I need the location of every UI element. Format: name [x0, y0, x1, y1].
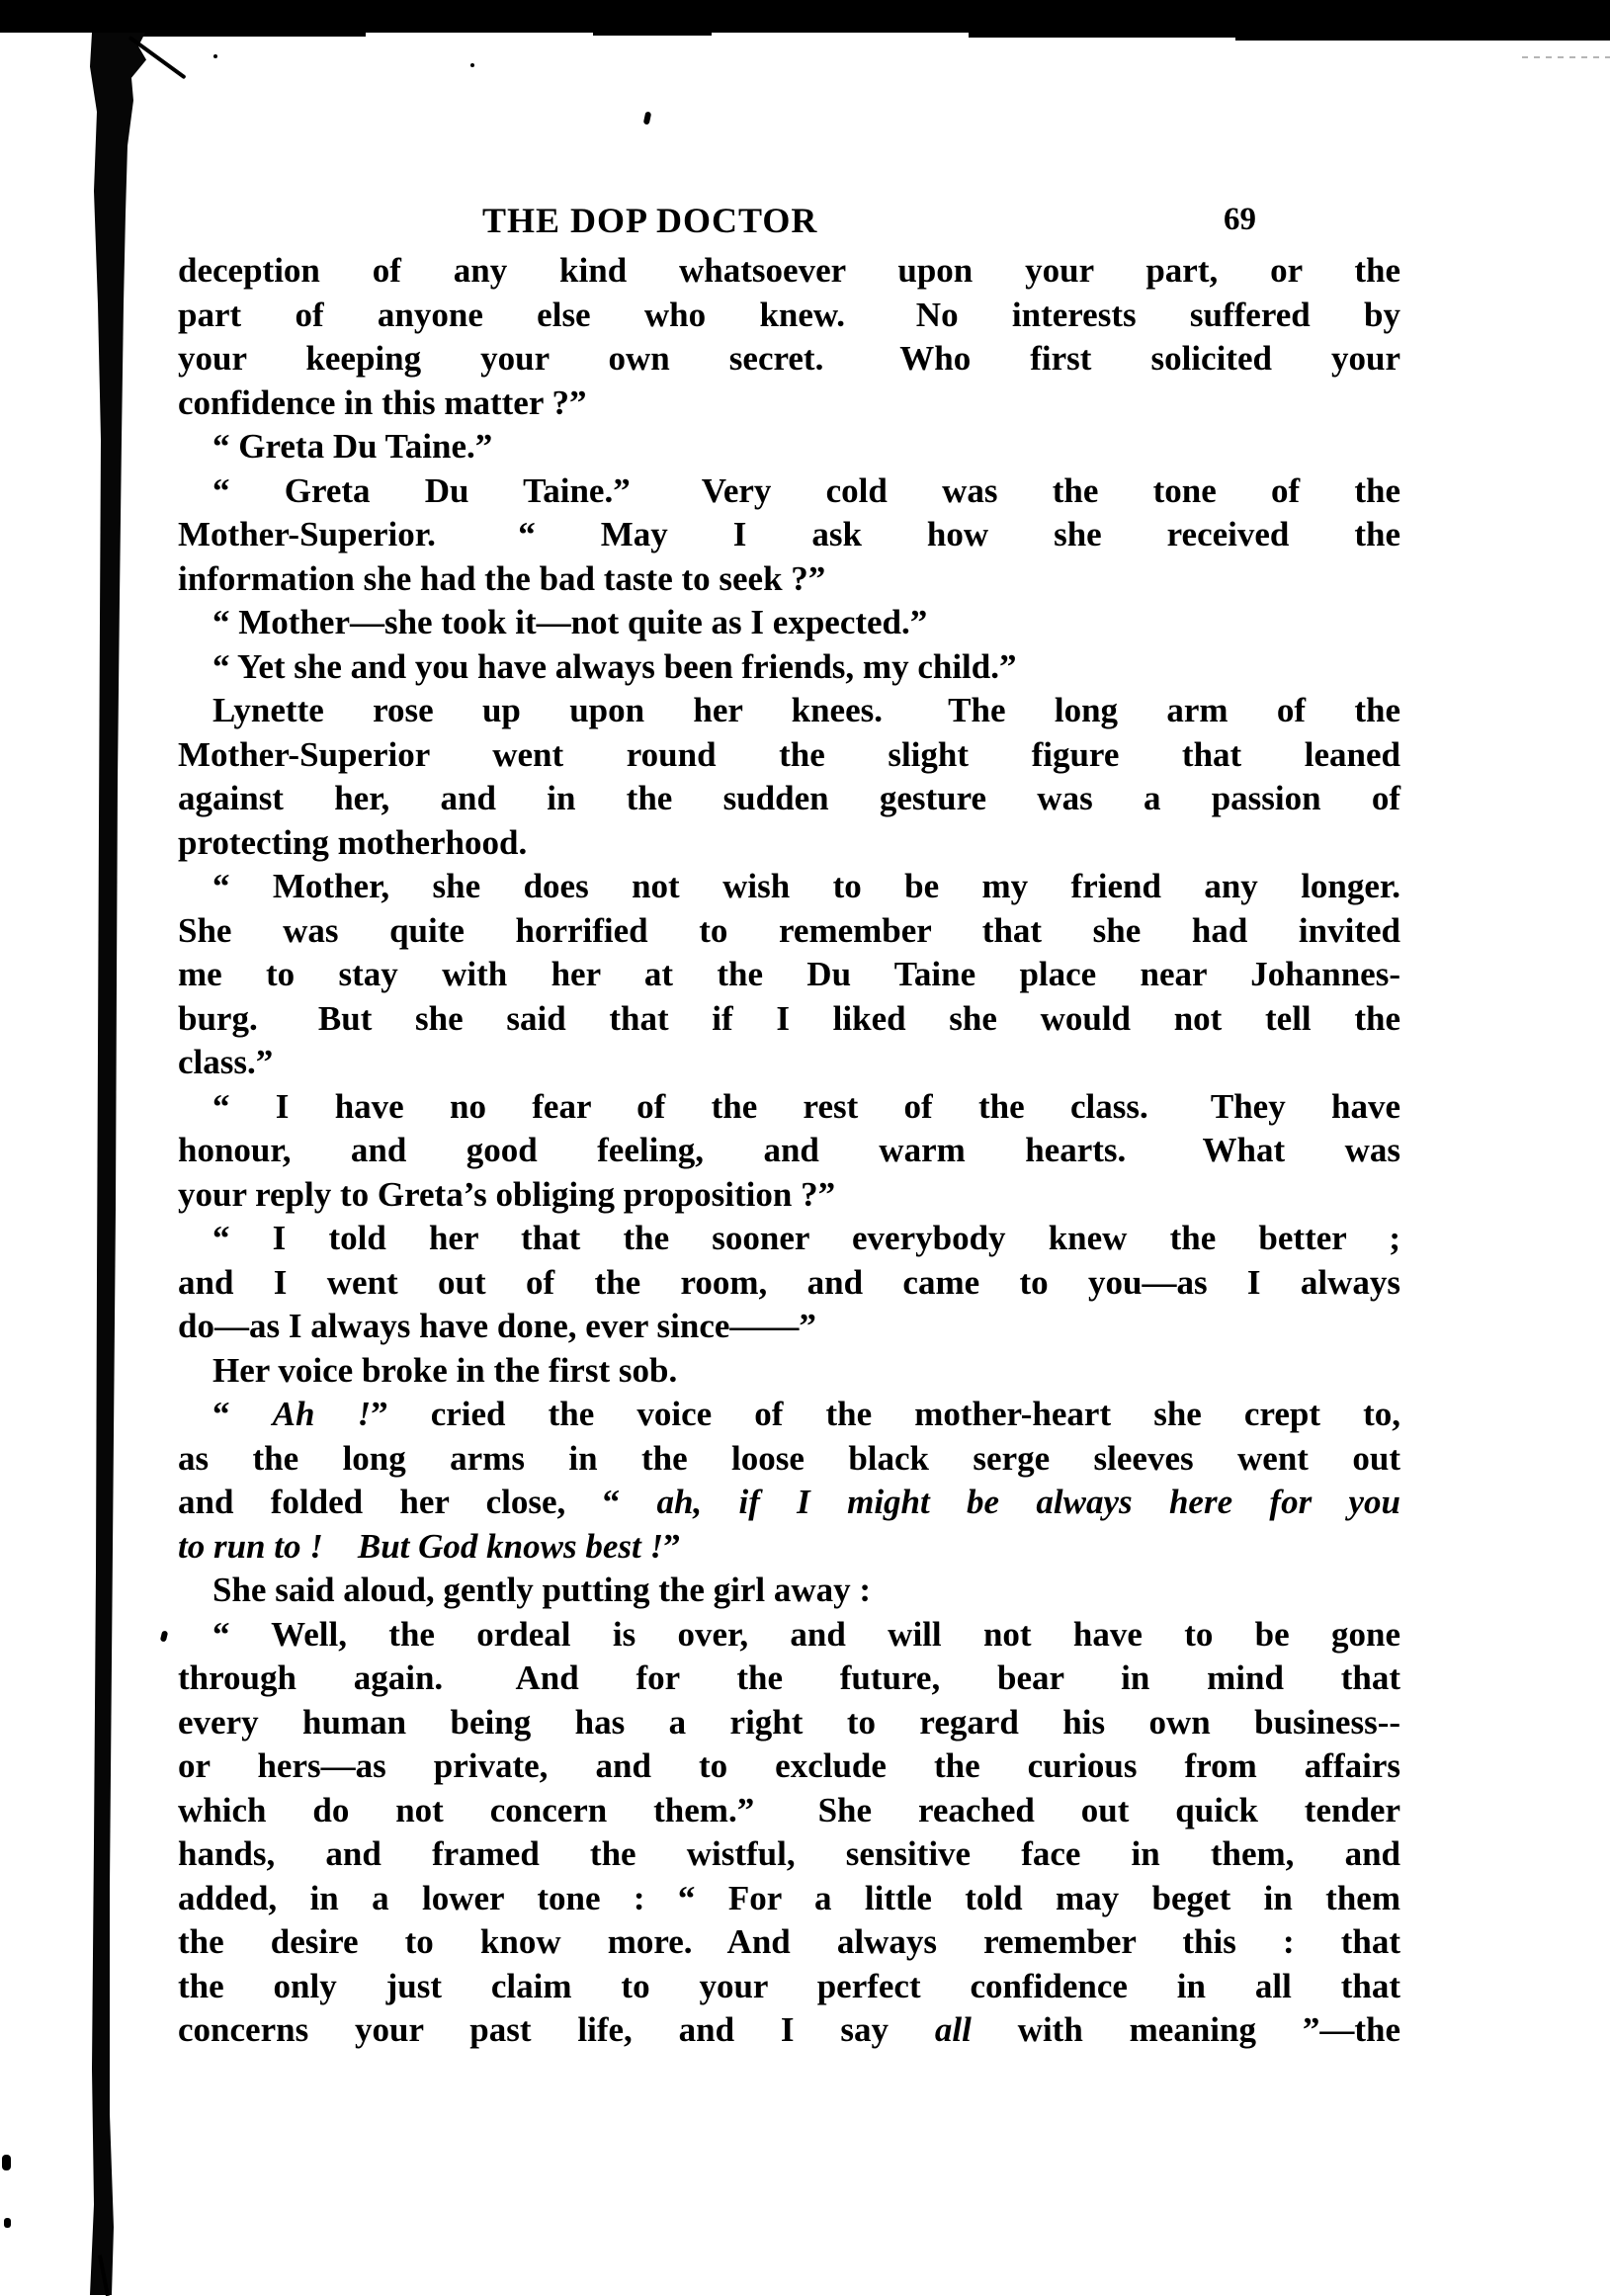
- text-line: “ Ah !” cried the voice of the mother-heart she crept to,: [212, 1395, 1401, 1433]
- paragraph: [178, 689, 1400, 865]
- text-line: Mother-Superior. “ May I ask how she received the: [178, 515, 1400, 553]
- text-line: “ I have no fear of the rest of the class. They have: [212, 1086, 1400, 1126]
- text-line: “ Greta Du Taine.” Very cold was the tone of the: [212, 470, 1400, 510]
- ink-speck: [213, 54, 217, 58]
- text-line: deception of any kind whatsoever upon your part, or the: [178, 251, 1400, 290]
- text-line: honour, and good feeling, and warm hearts. What was: [178, 1131, 1400, 1169]
- scan-streak: [593, 33, 712, 36]
- paragraph: [178, 1569, 1400, 1613]
- text-line: class.”: [178, 1043, 274, 1081]
- text-line: and folded her close, “ ah, if I might be always here for you: [178, 1483, 1401, 1521]
- text-line: Lynette rose up upon her knees. The long arm of the: [212, 691, 1400, 729]
- ink-speck: [643, 112, 652, 126]
- paragraph: [178, 865, 1400, 1085]
- paragraph: [178, 249, 1400, 425]
- text-line: do—as I always have done, ever since——”: [178, 1307, 816, 1345]
- text-line: “ Well, the ordeal is over, and will not have to be gone: [212, 1614, 1400, 1654]
- text-line: against her, and in the sudden gesture was a passion of: [178, 779, 1400, 817]
- scan-noise: [1522, 56, 1610, 58]
- text-line: “ Mother, she does not wish to be my friend any longer.: [212, 867, 1400, 905]
- text-line: information she had the bad taste to seek ?”: [178, 558, 826, 598]
- scan-streak: [138, 33, 366, 37]
- paragraph: [178, 1349, 1400, 1394]
- paragraph: [178, 425, 1400, 469]
- text-line: to run to ! But God knows best !”: [178, 1526, 681, 1566]
- text-line: as the long arms in the loose black serge sleeves went out: [178, 1438, 1400, 1478]
- text-line: “ Greta Du Taine.”: [212, 427, 493, 466]
- text-line: your reply to Greta’s obliging proposition ?”: [178, 1174, 836, 1214]
- text-line: added, in a lower tone : “ For a little told may beget in them: [178, 1878, 1400, 1917]
- paragraph: [178, 601, 1400, 645]
- ink-speck: [160, 1630, 168, 1642]
- page-title: THE DOP DOCTOR: [482, 201, 818, 240]
- text-line: part of anyone else who knew. No interests suffered by: [178, 295, 1400, 334]
- text-line: the desire to know more. And always remember this : that: [178, 1922, 1400, 1961]
- paragraph: [178, 645, 1400, 690]
- text-line: She said aloud, gently putting the girl away :: [212, 1571, 872, 1609]
- text-line: protecting motherhood.: [178, 822, 528, 862]
- binding-edge: [84, 33, 153, 2295]
- text-line: “ Yet she and you have always been friends, my child.”: [212, 646, 1017, 686]
- text-line: burg. But she said that if I liked she would not tell the: [178, 998, 1400, 1038]
- text-line: Mother-Superior went round the slight figure that leaned: [178, 734, 1400, 774]
- text-line: me to stay with her at the Du Taine place near Johannes-: [178, 955, 1400, 993]
- paragraph: [178, 1613, 1400, 2053]
- scan-streak: [1235, 38, 1610, 41]
- scan-top-band: [0, 0, 1610, 33]
- paragraph: [178, 1217, 1400, 1349]
- text-line: hands, and framed the wistful, sensitive face in them, and: [178, 1834, 1400, 1873]
- ink-speck: [470, 63, 474, 67]
- paragraph: [178, 1085, 1400, 1218]
- ink-speck: [4, 2218, 11, 2228]
- text-line: Her voice broke in the first sob.: [212, 1350, 678, 1390]
- text-line: She was quite horrified to remember that she had invited: [178, 910, 1400, 950]
- text-line: the only just claim to your perfect confidence in all that: [178, 1966, 1400, 2005]
- page-number: 69: [1224, 202, 1256, 237]
- text-line: confidence in this matter ?”: [178, 383, 587, 422]
- text-line: “ Mother—she took it—not quite as I expected.”: [212, 603, 928, 641]
- paragraph: [178, 1393, 1400, 1569]
- text-line: every human being has a right to regard his own business--: [178, 1702, 1400, 1742]
- text-line: concerns your past life, and I say all with meaning ”—the: [178, 2010, 1401, 2049]
- text-line: which do not concern them.” She reached out quick tender: [178, 1790, 1400, 1829]
- paragraph: [178, 469, 1400, 602]
- text-line: your keeping your own secret. Who first solicited your: [178, 339, 1400, 378]
- ink-speck: [2, 2155, 11, 2170]
- text-line: “ I told her that the sooner everybody knew the better ;: [212, 1219, 1400, 1257]
- text-block: [178, 249, 1400, 2053]
- text-line: or hers—as private, and to exclude the curious from affairs: [178, 1746, 1400, 1785]
- text-line: through again. And for the future, bear in mind that: [178, 1658, 1400, 1697]
- text-line: and I went out of the room, and came to you—as I always: [178, 1262, 1400, 1302]
